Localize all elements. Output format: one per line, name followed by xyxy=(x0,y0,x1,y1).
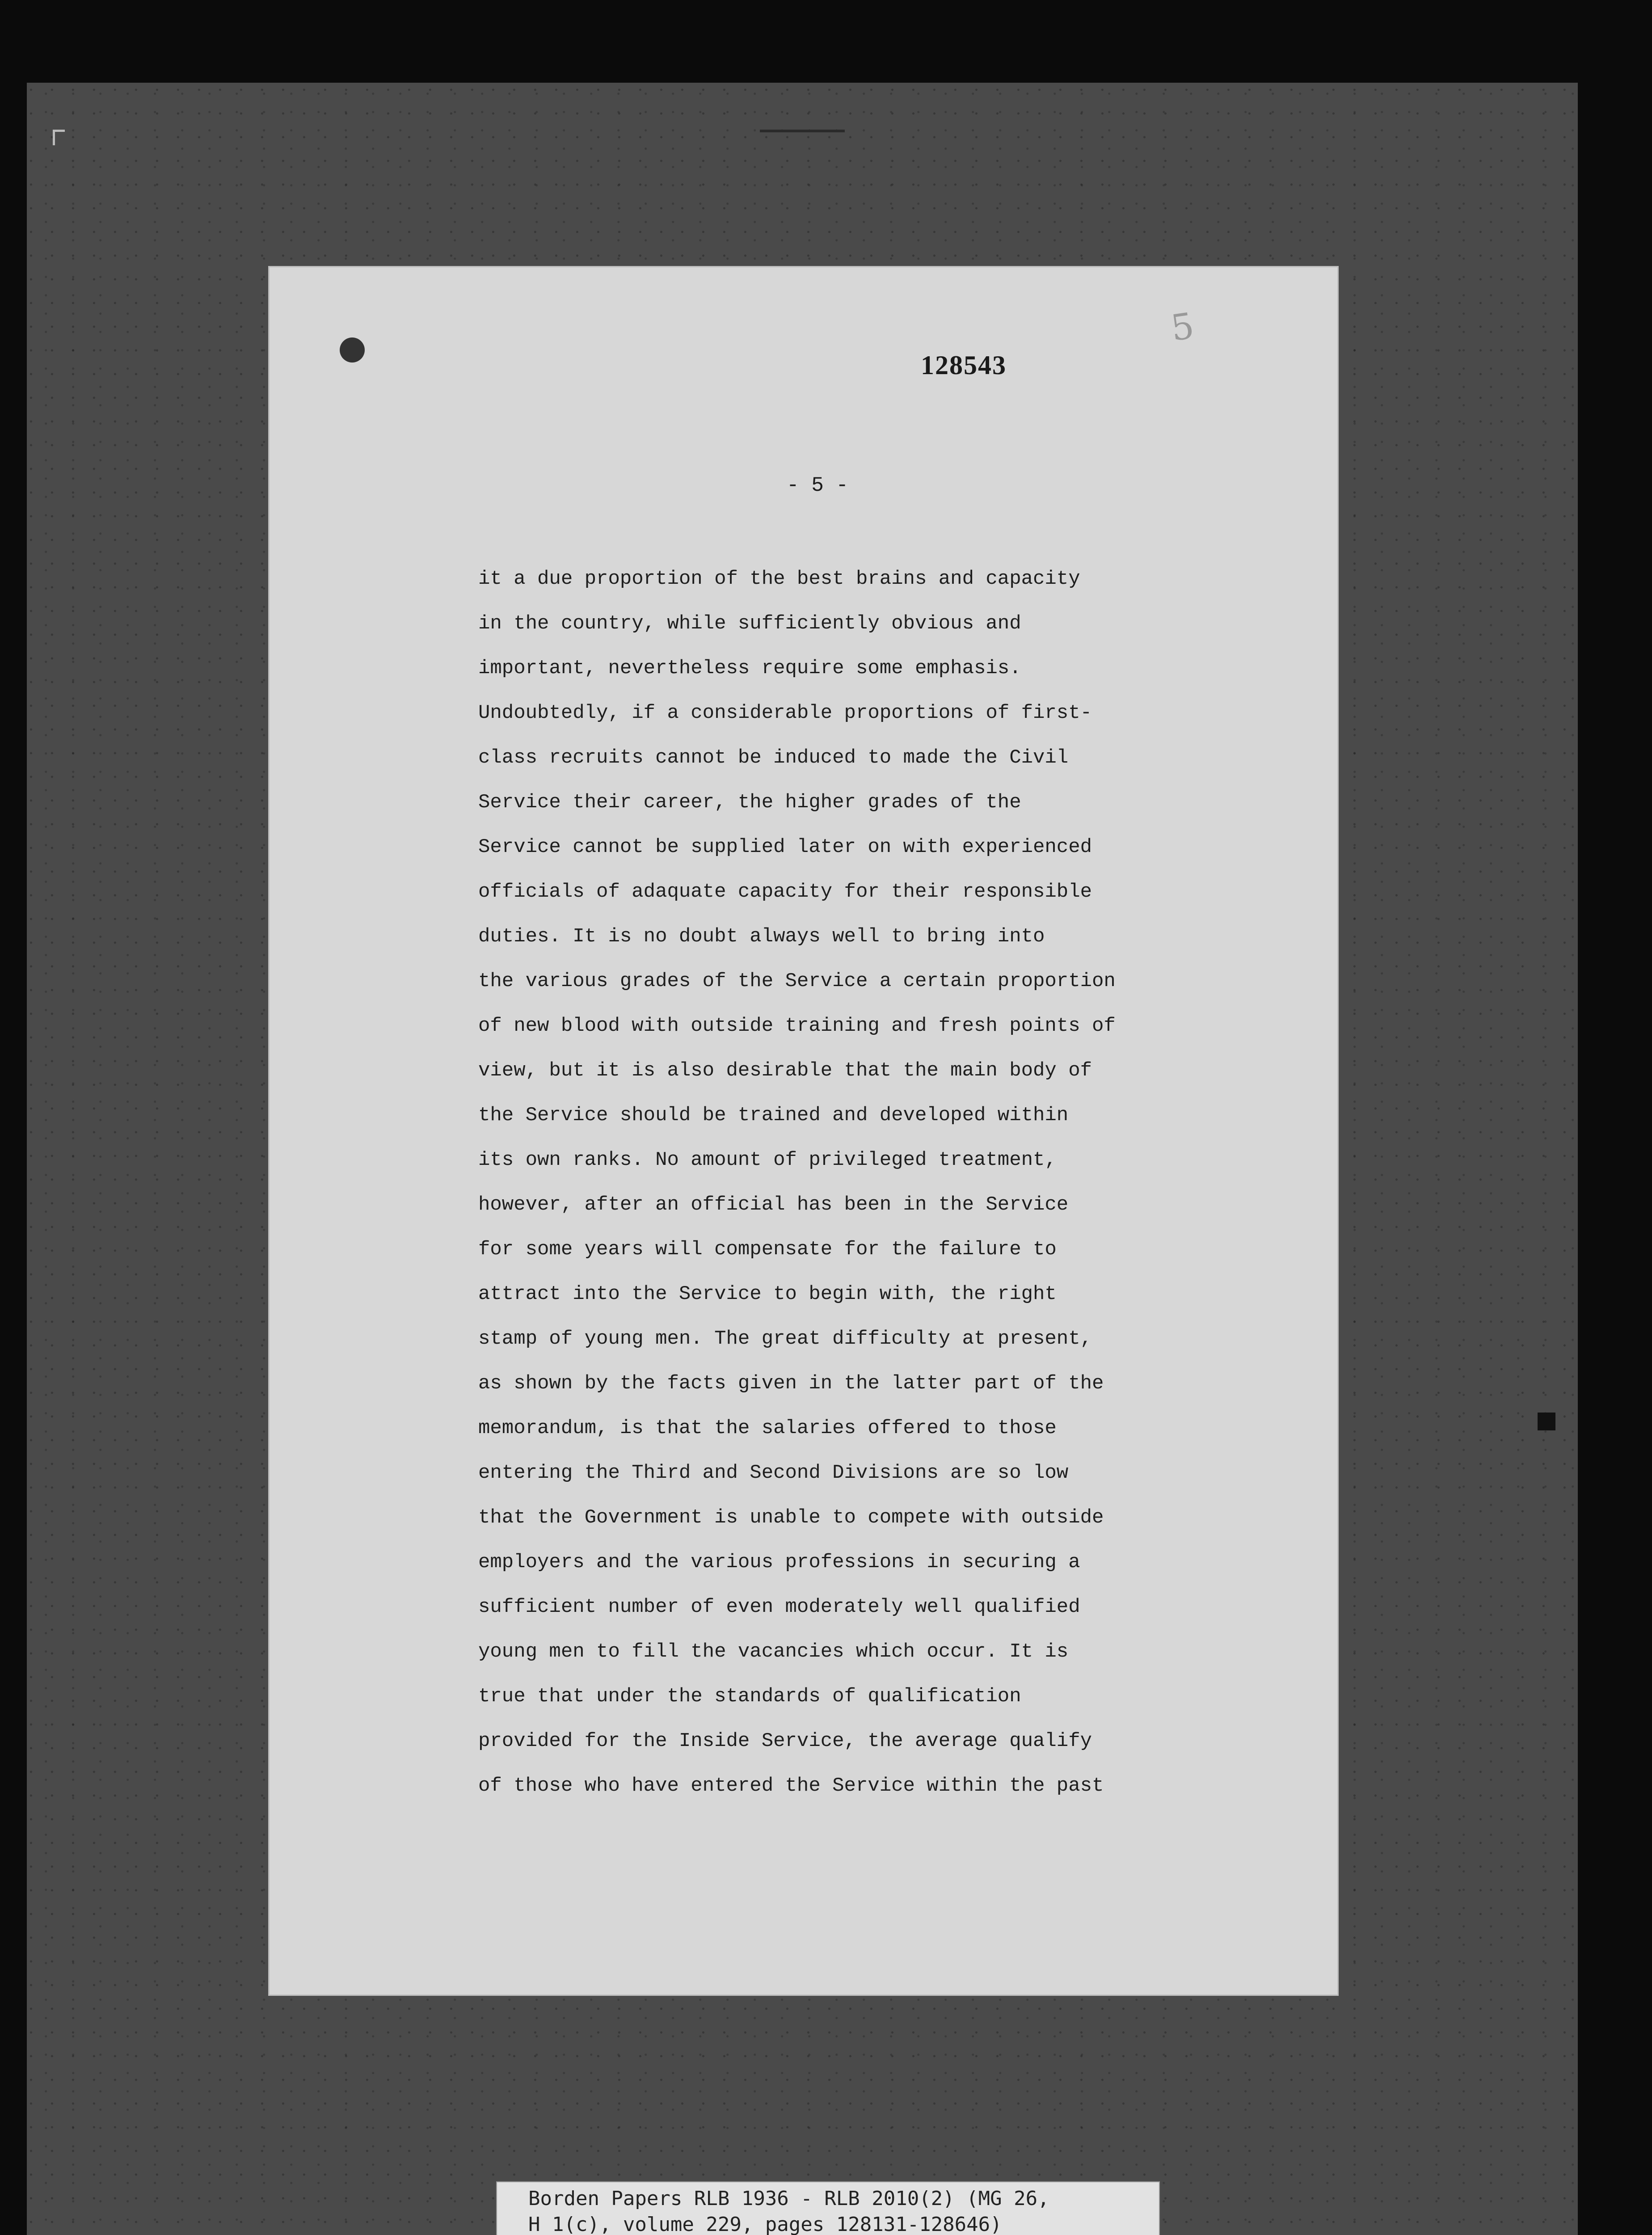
text-line: Service cannot be supplied later on with experienced xyxy=(478,836,1092,858)
page-number: - 5 - xyxy=(787,474,849,497)
text-line: for some years will compensate for the failure to xyxy=(478,1238,1057,1261)
text-line: it a due proportion of the best brains and capacity xyxy=(478,568,1080,590)
punch-hole xyxy=(340,337,365,363)
text-line: in the country, while sufficiently obvious and xyxy=(478,612,1021,635)
citation-line: Borden Papers RLB 1936 - RLB 2010(2) (MG 26, xyxy=(528,2187,1049,2210)
text-line: important, nevertheless require some emphasis. xyxy=(478,657,1021,679)
text-line: duties. It is no doubt always well to bring into xyxy=(478,925,1045,948)
text-line: employers and the various professions in securing a xyxy=(478,1551,1080,1573)
text-line: provided for the Inside Service, the average qualify xyxy=(478,1730,1092,1752)
citation-label xyxy=(496,2181,1160,2235)
text-line: that the Government is unable to compete with outside xyxy=(478,1506,1104,1529)
text-line: the Service should be trained and developed within xyxy=(478,1104,1069,1126)
text-line: of those who have entered the Service within the past xyxy=(478,1775,1104,1797)
text-line: sufficient number of even moderately well qualified xyxy=(478,1596,1080,1618)
document-page xyxy=(268,266,1339,1996)
text-line: attract into the Service to begin with, the right xyxy=(478,1283,1057,1305)
pencil-annotation: 5 xyxy=(1168,304,1197,350)
text-line: view, but it is also desirable that the main body of xyxy=(478,1059,1092,1082)
corner-mark xyxy=(53,130,65,145)
text-line: Undoubtedly, if a considerable proportions of first- xyxy=(478,702,1092,724)
text-line: as shown by the facts given in the latter part of the xyxy=(478,1372,1104,1395)
text-line: of new blood with outside training and fresh points of xyxy=(478,1015,1116,1037)
text-line: class recruits cannot be induced to made the Civil xyxy=(478,746,1069,769)
text-line: stamp of young men. The great difficulty at present, xyxy=(478,1328,1092,1350)
text-line: however, after an official has been in the Service xyxy=(478,1193,1069,1216)
text-line: true that under the standards of qualification xyxy=(478,1685,1021,1708)
document-number: 128543 xyxy=(921,350,1007,380)
film-blot xyxy=(1538,1413,1555,1430)
text-line: entering the Third and Second Divisions are so low xyxy=(478,1462,1069,1484)
citation-line: H 1(c), volume 229, pages 128131-128646) xyxy=(528,2213,1002,2235)
body-text xyxy=(478,557,1238,1808)
top-dash xyxy=(760,130,845,132)
text-line: Service their career, the higher grades of the xyxy=(478,791,1021,814)
text-line: officials of adaquate capacity for their responsible xyxy=(478,881,1092,903)
text-line: memorandum, is that the salaries offered to those xyxy=(478,1417,1057,1439)
text-line: young men to fill the vacancies which occur. It is xyxy=(478,1640,1069,1663)
text-line: the various grades of the Service a certain proportion xyxy=(478,970,1116,992)
text-line: its own ranks. No amount of privileged treatment, xyxy=(478,1149,1057,1171)
